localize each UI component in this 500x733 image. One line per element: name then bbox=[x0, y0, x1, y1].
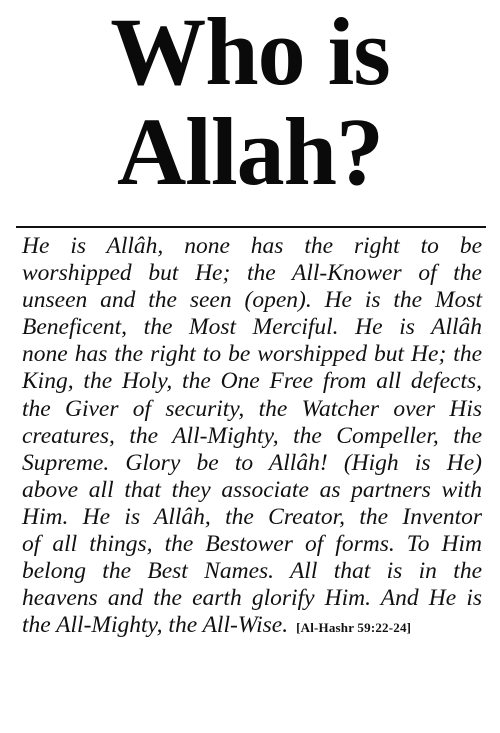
title-line-2: Allah? bbox=[116, 98, 384, 205]
passage-line: worshipped but He; the All-Knower of the bbox=[22, 260, 482, 287]
passage-line: the Giver of security, the Watcher over His bbox=[22, 395, 482, 422]
passage-line: Beneficent, the Most Merciful. He is Allâh bbox=[22, 314, 482, 341]
passage-line: Supreme. Glory be to Allâh! (High is He) bbox=[22, 449, 482, 476]
verse-citation: [Al-Hashr 59:22-24] bbox=[296, 620, 412, 636]
passage-line: heavens and the earth glorify Him. And He is bbox=[22, 585, 482, 612]
passage-line: Him. He is Allâh, the Creator, the Inventor bbox=[22, 503, 482, 530]
title-line-1: Who is bbox=[110, 0, 390, 105]
title-divider bbox=[16, 226, 486, 228]
passage-line: King, the Holy, the One Free from all defects, bbox=[22, 368, 482, 395]
passage-line: He is Allâh, none has the right to be bbox=[22, 233, 482, 259]
passage-line: of all things, the Bestower of forms. To Him bbox=[22, 531, 482, 558]
passage-line: creatures, the All-Mighty, the Compeller, the bbox=[22, 422, 482, 449]
passage-last-line bbox=[22, 612, 482, 641]
passage-line: unseen and the seen (open). He is the Most bbox=[22, 287, 482, 314]
passage-line: above all that they associate as partners with bbox=[22, 476, 482, 503]
passage-line: belong the Best Names. All that is in the bbox=[22, 558, 482, 585]
page-title bbox=[0, 0, 500, 205]
passage-line: the All-Mighty, the All-Wise. bbox=[22, 612, 289, 639]
quran-passage bbox=[22, 233, 482, 641]
passage-line: none has the right to be worshipped but He; the bbox=[22, 341, 482, 368]
